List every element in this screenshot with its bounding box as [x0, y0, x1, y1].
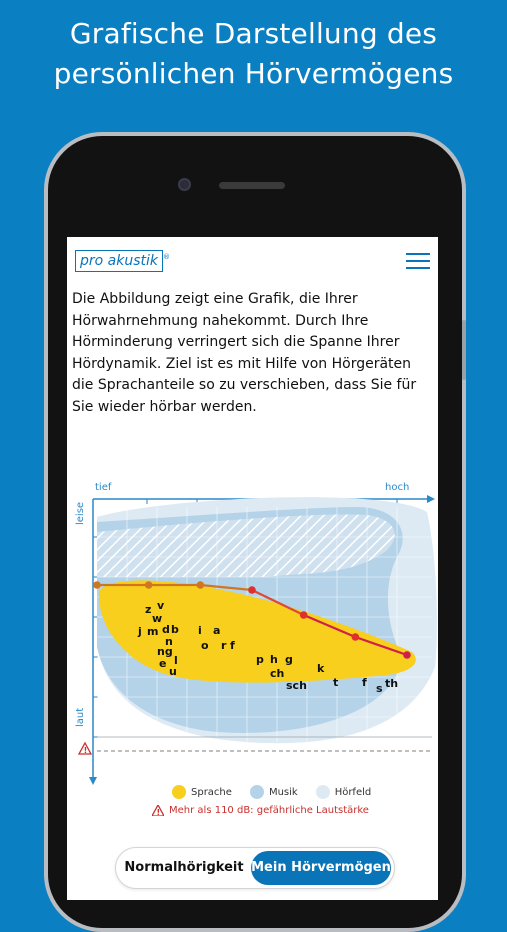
toggle-normalhoerigkeit[interactable]: Normalhörigkeit [124, 860, 244, 875]
phoneme: v [157, 599, 165, 612]
phoneme: m [147, 625, 159, 638]
phoneme: n [165, 635, 173, 648]
phone-camera [178, 178, 191, 191]
phoneme: w [152, 612, 163, 625]
phoneme: ng [157, 645, 173, 658]
warning-triangle-icon [152, 805, 164, 816]
hearing-chart [67, 477, 438, 832]
curve-point [197, 581, 205, 589]
y-axis-bottom-label: laut [75, 707, 86, 727]
phoneme: a [213, 624, 221, 637]
x-axis-high-label: hoch [385, 482, 410, 493]
phoneme: i [198, 624, 202, 637]
phoneme: z [145, 603, 152, 616]
y-axis-top-label: leise [75, 501, 86, 525]
legend-hoerfeld: Hörfeld [316, 785, 372, 799]
phoneme: d [162, 623, 170, 636]
intro-paragraph: Die Abbildung zeigt eine Grafik, die Ihrer Hörwahrnehmung nahekommt. Durch Ihre Hörminderung verringert sich die Spanne Ihrer Hördynamik. Ziel ist es mit Hilfe von Hörgeräten die Sprachanteile so zu verschieben, dass Sie für Sie wieder hörbar werden. [72, 291, 417, 415]
curve-point [93, 581, 101, 589]
curve-point [145, 581, 153, 589]
phoneme: j [138, 625, 142, 638]
svg-text:!: ! [83, 746, 88, 755]
phone-speaker [219, 182, 285, 189]
legend-sprache: Sprache [172, 785, 232, 799]
brand-logo[interactable] [75, 250, 170, 272]
curve-point [300, 611, 308, 619]
headline-line-2: persönlichen Hörvermögens [53, 57, 454, 90]
page-headline [0, 14, 507, 94]
phoneme: s [376, 682, 383, 695]
phoneme: h [270, 653, 278, 666]
legend-warning [152, 805, 369, 816]
danger-warning-icon [79, 743, 91, 755]
curve-point [248, 586, 256, 594]
x-axis-low-label: tief [95, 482, 112, 493]
legend-musik: Musik [250, 785, 298, 799]
phoneme: b [171, 623, 179, 636]
svg-text:!: ! [156, 808, 161, 816]
view-toggle [115, 847, 395, 889]
phoneme: ch [270, 667, 285, 680]
phoneme: f [362, 676, 367, 689]
phoneme: l [174, 654, 178, 667]
phoneme: k [317, 662, 325, 675]
phoneme: t [333, 676, 339, 689]
phoneme: p [256, 653, 264, 666]
phoneme: sch [286, 679, 307, 692]
phone-side-button [462, 320, 466, 380]
phoneme: r [221, 639, 227, 652]
phoneme: g [285, 653, 293, 666]
curve-point [403, 651, 411, 659]
headline-line-1: Grafische Darstellung des [69, 17, 438, 50]
phoneme: u [169, 665, 177, 678]
toggle-mein-hoervermoegen[interactable]: Mein Hörvermögen [251, 851, 391, 885]
curve-point [352, 633, 360, 641]
phoneme: f [230, 639, 235, 652]
app-screen [67, 237, 438, 900]
warning-text: Mehr als 110 dB: gefährliche Lautstärke [169, 805, 369, 816]
hamburger-menu-icon[interactable] [406, 253, 430, 269]
phoneme: th [385, 677, 399, 690]
phoneme: e [159, 657, 167, 670]
logo-mark: ® [163, 253, 170, 261]
logo-text: pro akustik [80, 253, 158, 269]
phoneme: o [201, 639, 209, 652]
